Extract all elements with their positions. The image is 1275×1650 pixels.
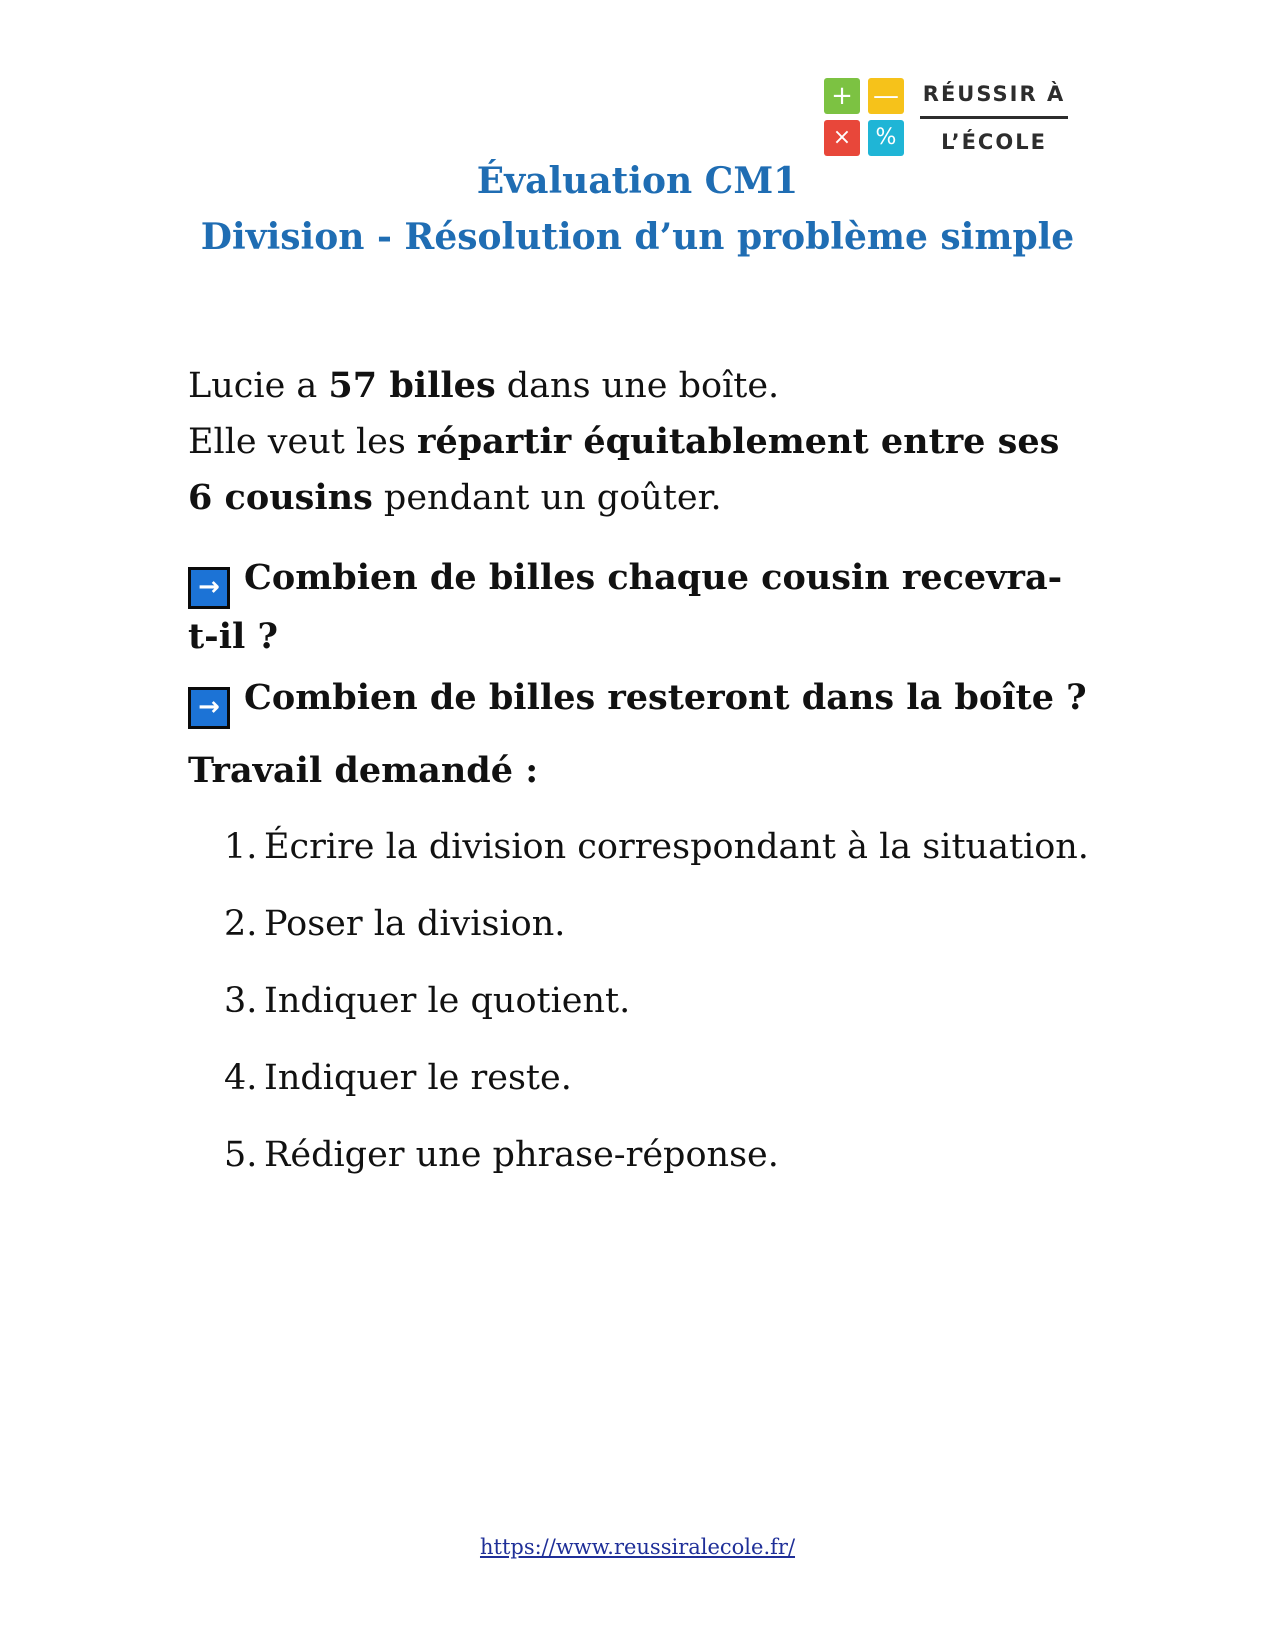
work-heading: Travail demandé : [188, 750, 539, 791]
item-number: 4. [224, 1058, 258, 1098]
question-1 [188, 550, 1088, 665]
question-text: Combien de billes chaque cousin recevra-t-il ? [188, 557, 1063, 657]
list-item [224, 1130, 1089, 1207]
question-text: Combien de billes resteront dans la boîte ? [244, 677, 1087, 718]
list-item [224, 822, 1089, 899]
arrow-right-icon: → [188, 687, 230, 729]
problem-line-1 [188, 358, 1088, 414]
problem-statement [188, 358, 1088, 526]
times-icon: × [824, 120, 860, 156]
footer-website-link[interactable]: https://www.reussiralecole.fr/ [479, 1535, 796, 1559]
problem-line-2 [188, 414, 1088, 526]
site-logo [824, 78, 1074, 160]
item-number: 2. [224, 904, 258, 944]
item-number: 5. [224, 1135, 258, 1175]
logo-text-line2: L’ÉCOLE [941, 130, 1047, 154]
item-text: Indiquer le reste. [264, 1058, 572, 1098]
list-item [224, 1053, 1089, 1130]
text-run: Lucie a [188, 366, 329, 406]
arrow-right-icon: → [188, 567, 230, 609]
task-list [224, 822, 1089, 1207]
logo-text-line1: RÉUSSIR À [922, 82, 1066, 106]
text-run-bold: répartir équitablement entre ses 6 cousins [188, 421, 1060, 518]
item-number: 3. [224, 981, 258, 1021]
plus-icon: + [824, 78, 860, 114]
logo-divider [920, 116, 1068, 119]
text-run-bold: 57 billes [328, 365, 496, 406]
item-text: Rédiger une phrase-réponse. [264, 1135, 779, 1175]
item-text: Poser la division. [264, 904, 566, 944]
item-number: 1. [224, 827, 258, 867]
item-text: Écrire la division correspondant à la situation. [264, 827, 1089, 867]
text-run: Elle veut les [188, 422, 417, 462]
text-run: pendant un goûter. [372, 478, 722, 518]
page-subtitle: Division - Résolution d’un problème simple [200, 216, 1075, 258]
item-text: Indiquer le quotient. [264, 981, 631, 1021]
percent-icon: % [868, 120, 904, 156]
text-run: dans une boîte. [495, 366, 780, 406]
minus-icon: — [868, 78, 904, 114]
page-title: Évaluation CM1 [476, 160, 799, 202]
list-item [224, 976, 1089, 1053]
question-2 [188, 670, 1088, 729]
list-item [224, 899, 1089, 976]
